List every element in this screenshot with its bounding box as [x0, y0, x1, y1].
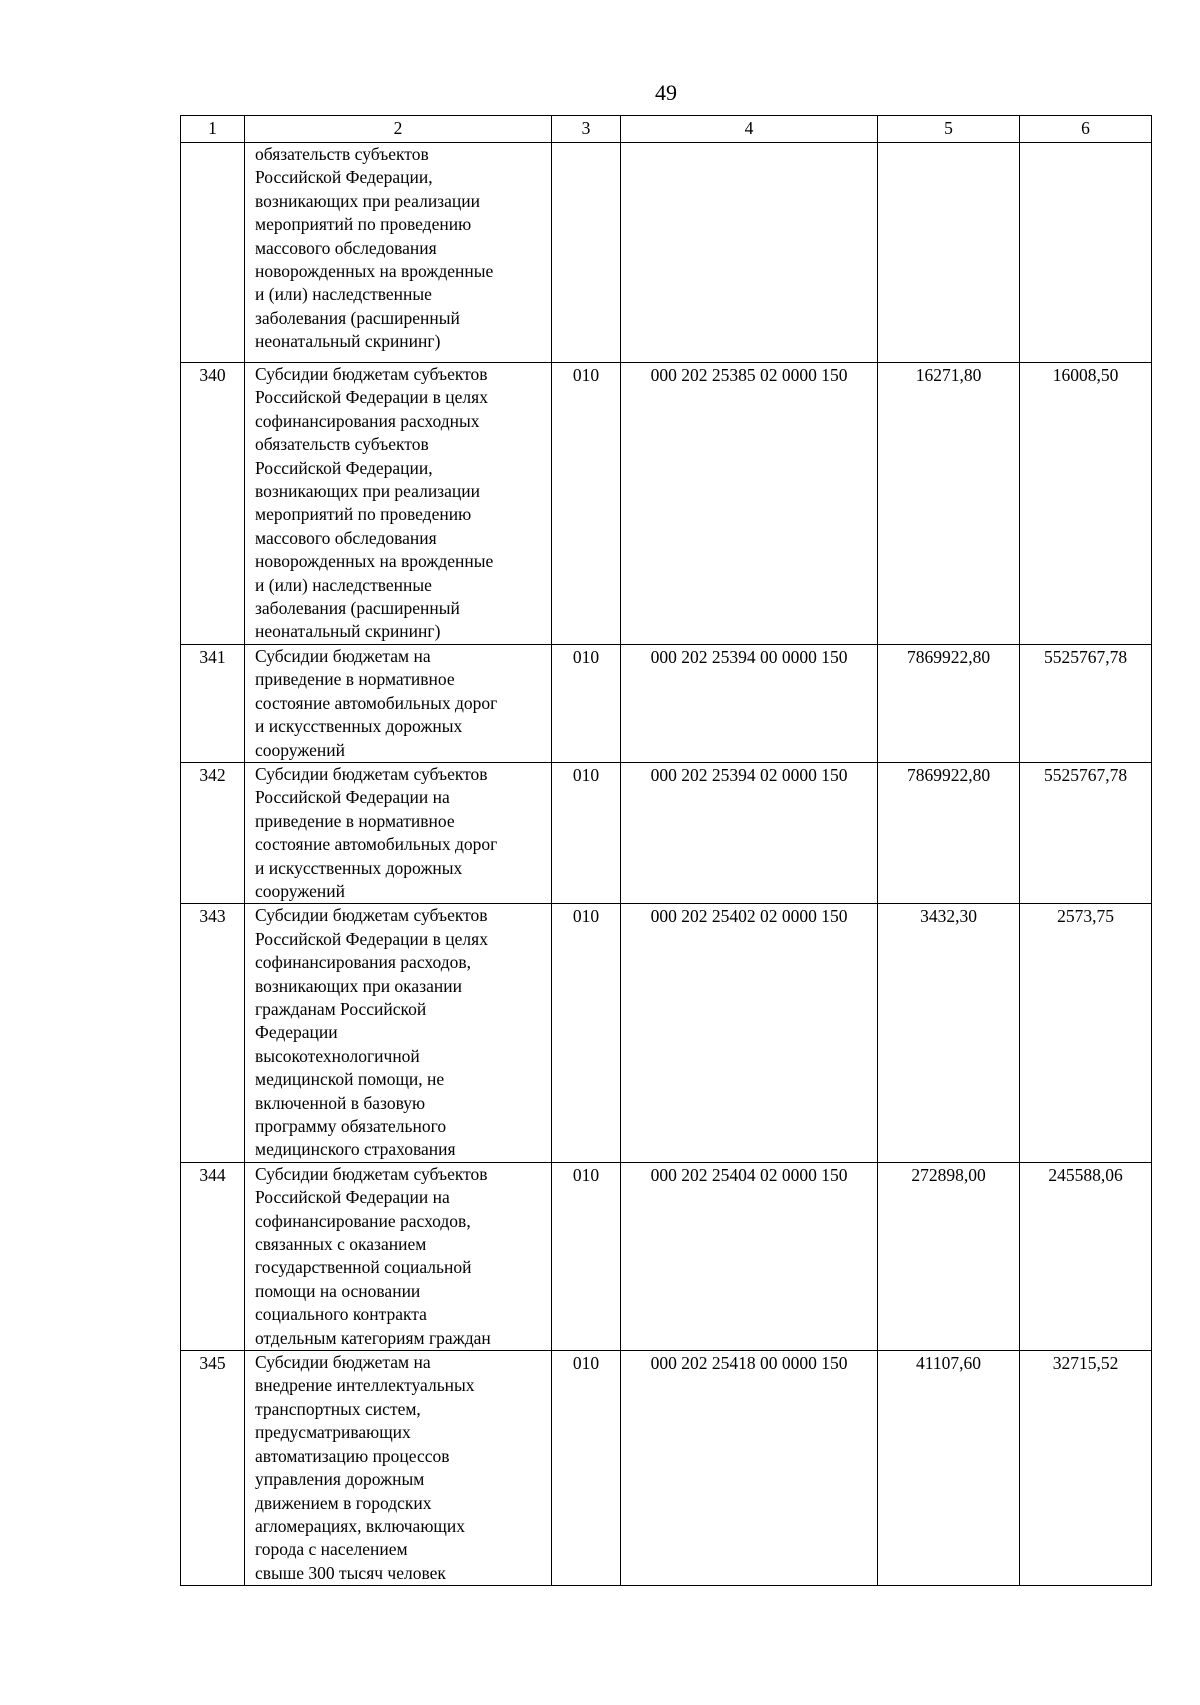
row-amount-col5: 7869922,80: [878, 644, 1020, 762]
table-row: [181, 143, 1152, 363]
table-row: [181, 1351, 1152, 1586]
column-header-3: 3: [552, 116, 621, 143]
row-description: Субсидии бюджетам субъектов Российской Федерации на приведение в нормативное состояние автомобильных дорог и искусственных дорожных сооружений: [245, 762, 552, 903]
header-row: [181, 116, 1152, 143]
column-header-2: 2: [245, 116, 552, 143]
row-kbk: 000 202 25394 02 0000 150: [621, 762, 878, 903]
row-kbk: 000 202 25385 02 0000 150: [621, 363, 878, 645]
table-body: [181, 143, 1152, 1586]
table-row: [181, 363, 1152, 645]
row-code: 010: [552, 904, 621, 1162]
row-description: Субсидии бюджетам на внедрение интеллектуальных транспортных систем, предусматривающих автоматизацию процессов управления дорожным движением в городских агломерациях, включающих города с населением свыше 300 тысяч человек: [245, 1351, 552, 1586]
table-header: [181, 116, 1152, 143]
row-number: 342: [181, 762, 245, 903]
row-number: 345: [181, 1351, 245, 1586]
row-amount-col5: 16271,80: [878, 363, 1020, 645]
row-description: Субсидии бюджетам субъектов Российской Федерации в целях софинансирования расходных обязательств субъектов Российской Федерации, возникающих при реализации мероприятий по проведению массового обследования новорожденных на врожденные и (или) наследственные заболевания (расширенный неонатальный скрининг): [245, 363, 552, 645]
table-row: [181, 904, 1152, 1162]
row-description: обязательств субъектов Российской Федерации, возникающих при реализации мероприятий по проведению массового обследования новорожденных на врожденные и (или) наследственные заболевания (расширенный неонатальный скрининг): [245, 143, 552, 363]
row-amount-col6: 5525767,78: [1020, 762, 1152, 903]
row-kbk: 000 202 25402 02 0000 150: [621, 904, 878, 1162]
table-row: [181, 762, 1152, 903]
row-code: 010: [552, 762, 621, 903]
row-kbk: 000 202 25394 00 0000 150: [621, 644, 878, 762]
row-number: 340: [181, 363, 245, 645]
row-code: [552, 143, 621, 363]
row-amount-col6: 16008,50: [1020, 363, 1152, 645]
row-code: 010: [552, 363, 621, 645]
row-amount-col5: 3432,30: [878, 904, 1020, 1162]
row-code: 010: [552, 1162, 621, 1350]
row-number: 344: [181, 1162, 245, 1350]
column-header-6: 6: [1020, 116, 1152, 143]
page-number: 49: [655, 80, 677, 105]
row-code: 010: [552, 644, 621, 762]
row-number: 341: [181, 644, 245, 762]
column-header-5: 5: [878, 116, 1020, 143]
budget-table: [180, 115, 1152, 1586]
row-amount-col6: 2573,75: [1020, 904, 1152, 1162]
row-number: 343: [181, 904, 245, 1162]
row-amount-col6: 32715,52: [1020, 1351, 1152, 1586]
row-description: Субсидии бюджетам на приведение в нормативное состояние автомобильных дорог и искусственных дорожных сооружений: [245, 644, 552, 762]
row-amount-col6: 5525767,78: [1020, 644, 1152, 762]
row-kbk: [621, 143, 878, 363]
column-header-4: 4: [621, 116, 878, 143]
row-amount-col6: [1020, 143, 1152, 363]
row-amount-col5: 7869922,80: [878, 762, 1020, 903]
row-code: 010: [552, 1351, 621, 1586]
row-amount-col5: 272898,00: [878, 1162, 1020, 1350]
table-row: [181, 1162, 1152, 1350]
row-amount-col5: [878, 143, 1020, 363]
row-description: Субсидии бюджетам субъектов Российской Федерации в целях софинансирования расходов, возникающих при оказании гражданам Российской Федерации высокотехнологичной медицинской помощи, не включенной в базовую программу обязательного медицинского страхования: [245, 904, 552, 1162]
row-kbk: 000 202 25418 00 0000 150: [621, 1351, 878, 1586]
row-amount-col5: 41107,60: [878, 1351, 1020, 1586]
row-number: [181, 143, 245, 363]
row-description: Субсидии бюджетам субъектов Российской Федерации на софинансирование расходов, связанных с оказанием государственной социальной помощи на основании социального контракта отдельным категориям граждан: [245, 1162, 552, 1350]
row-kbk: 000 202 25404 02 0000 150: [621, 1162, 878, 1350]
column-header-1: 1: [181, 116, 245, 143]
table-row: [181, 644, 1152, 762]
row-amount-col6: 245588,06: [1020, 1162, 1152, 1350]
